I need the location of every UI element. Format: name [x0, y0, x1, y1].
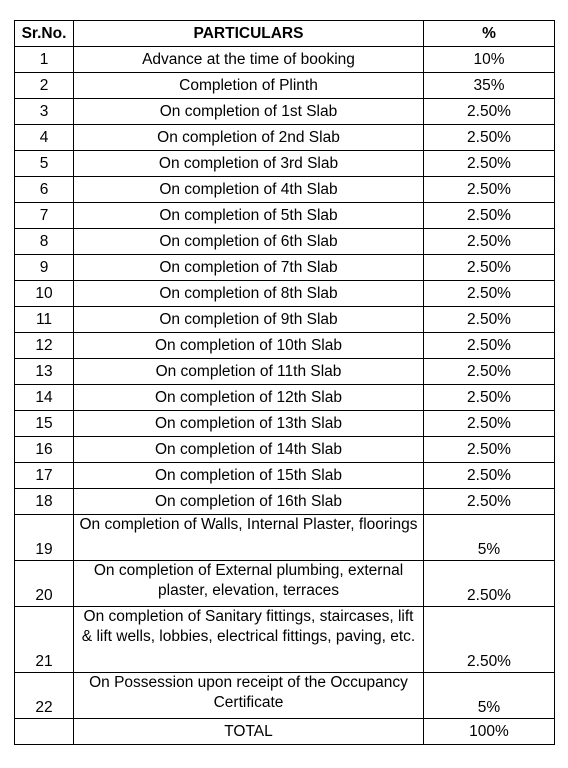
payment-schedule-table	[14, 20, 555, 745]
cell-percent: 5%	[424, 515, 555, 561]
table-row	[15, 125, 555, 151]
cell-percent: 35%	[424, 73, 555, 99]
header-sr-no: Sr.No.	[15, 21, 74, 47]
cell-percent: 2.50%	[424, 561, 555, 607]
cell-sr: 4	[15, 125, 74, 151]
cell-sr: 1	[15, 47, 74, 73]
table-row	[15, 99, 555, 125]
cell-sr: 22	[15, 673, 74, 719]
table-row	[15, 151, 555, 177]
table-row	[15, 411, 555, 437]
cell-particulars: On completion of 5th Slab	[74, 203, 424, 229]
cell-particulars: On completion of 11th Slab	[74, 359, 424, 385]
table-row	[15, 607, 555, 673]
cell-percent: 2.50%	[424, 463, 555, 489]
cell-particulars: On completion of 6th Slab	[74, 229, 424, 255]
cell-percent: 2.50%	[424, 437, 555, 463]
table-row	[15, 515, 555, 561]
cell-percent: 2.50%	[424, 177, 555, 203]
cell-percent: 2.50%	[424, 229, 555, 255]
cell-particulars: On completion of 12th Slab	[74, 385, 424, 411]
cell-sr: 8	[15, 229, 74, 255]
cell-sr: 3	[15, 99, 74, 125]
table-header-row	[15, 21, 555, 47]
cell-particulars: On completion of External plumbing, external plaster, elevation, terraces	[74, 561, 424, 607]
cell-particulars: On completion of 9th Slab	[74, 307, 424, 333]
table-row	[15, 359, 555, 385]
cell-percent: 10%	[424, 47, 555, 73]
cell-particulars: On completion of 2nd Slab	[74, 125, 424, 151]
cell-percent: 2.50%	[424, 385, 555, 411]
table-row	[15, 437, 555, 463]
table-row	[15, 489, 555, 515]
cell-particulars: Completion of Plinth	[74, 73, 424, 99]
cell-sr: 11	[15, 307, 74, 333]
cell-sr: 15	[15, 411, 74, 437]
cell-sr: 14	[15, 385, 74, 411]
cell-particulars: On completion of 3rd Slab	[74, 151, 424, 177]
cell-sr: 17	[15, 463, 74, 489]
cell-sr: 5	[15, 151, 74, 177]
table-row	[15, 73, 555, 99]
cell-particulars: On completion of 13th Slab	[74, 411, 424, 437]
cell-sr: 10	[15, 281, 74, 307]
table-row	[15, 203, 555, 229]
table-row	[15, 229, 555, 255]
cell-sr: 18	[15, 489, 74, 515]
cell-percent: 5%	[424, 673, 555, 719]
cell-percent: 2.50%	[424, 411, 555, 437]
cell-sr: 13	[15, 359, 74, 385]
cell-particulars: On completion of 10th Slab	[74, 333, 424, 359]
table-row	[15, 333, 555, 359]
cell-percent: 2.50%	[424, 151, 555, 177]
cell-percent: 2.50%	[424, 333, 555, 359]
table-total-row	[15, 719, 555, 745]
table-row	[15, 307, 555, 333]
header-particulars: PARTICULARS	[74, 21, 424, 47]
header-percent: %	[424, 21, 555, 47]
cell-particulars: On completion of Walls, Internal Plaster, floorings	[74, 515, 424, 561]
cell-percent: 2.50%	[424, 307, 555, 333]
cell-particulars: On Possession upon receipt of the Occupancy Certificate	[74, 673, 424, 719]
cell-sr	[15, 719, 74, 745]
cell-sr: 6	[15, 177, 74, 203]
table-row	[15, 385, 555, 411]
cell-particulars: On completion of 8th Slab	[74, 281, 424, 307]
cell-sr: 2	[15, 73, 74, 99]
cell-sr: 20	[15, 561, 74, 607]
cell-percent: 2.50%	[424, 99, 555, 125]
cell-particulars: On completion of 14th Slab	[74, 437, 424, 463]
table-row	[15, 673, 555, 719]
cell-sr: 7	[15, 203, 74, 229]
cell-sr: 9	[15, 255, 74, 281]
cell-percent: 2.50%	[424, 255, 555, 281]
cell-particulars: On completion of 4th Slab	[74, 177, 424, 203]
cell-particulars: On completion of 1st Slab	[74, 99, 424, 125]
cell-particulars: Advance at the time of booking	[74, 47, 424, 73]
table-row	[15, 255, 555, 281]
cell-total-percent: 100%	[424, 719, 555, 745]
cell-sr: 12	[15, 333, 74, 359]
table-row	[15, 177, 555, 203]
cell-percent: 2.50%	[424, 489, 555, 515]
cell-sr: 16	[15, 437, 74, 463]
table-row	[15, 561, 555, 607]
cell-sr: 19	[15, 515, 74, 561]
cell-percent: 2.50%	[424, 125, 555, 151]
table-row	[15, 47, 555, 73]
cell-total-label: TOTAL	[74, 719, 424, 745]
cell-sr: 21	[15, 607, 74, 673]
cell-particulars: On completion of Sanitary fittings, staircases, lift & lift wells, lobbies, electrical fittings, paving, etc.	[74, 607, 424, 673]
cell-percent: 2.50%	[424, 281, 555, 307]
cell-percent: 2.50%	[424, 203, 555, 229]
table-row	[15, 463, 555, 489]
cell-percent: 2.50%	[424, 607, 555, 673]
cell-percent: 2.50%	[424, 359, 555, 385]
cell-particulars: On completion of 15th Slab	[74, 463, 424, 489]
cell-particulars: On completion of 16th Slab	[74, 489, 424, 515]
cell-particulars: On completion of 7th Slab	[74, 255, 424, 281]
table-row	[15, 281, 555, 307]
